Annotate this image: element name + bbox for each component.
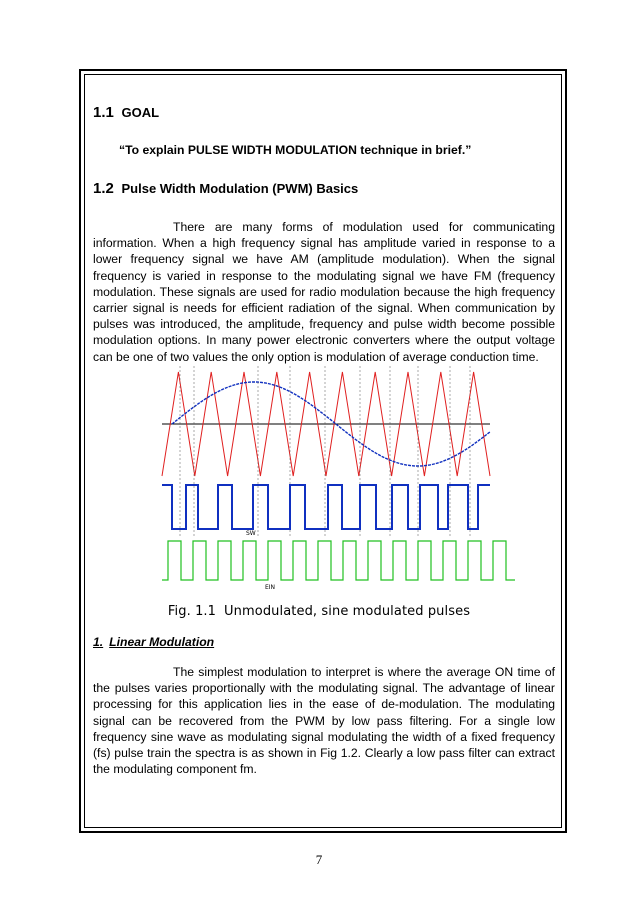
- trace-label-sw: SW: [246, 530, 256, 537]
- section-number: 1.1: [93, 104, 114, 121]
- trace-label-ein: EIN: [265, 584, 276, 591]
- pwm-waveform-figure: [150, 362, 520, 592]
- section-number: 1.2: [93, 180, 114, 197]
- figure-caption: [0, 604, 638, 619]
- figure-caption-text: Unmodulated, sine modulated pulses: [224, 604, 471, 619]
- subsection-number: 1.: [93, 635, 104, 649]
- section-heading-pwm: [93, 180, 555, 197]
- page-number: 7: [315, 852, 323, 867]
- unmodulated-pulse-trace: [162, 541, 515, 580]
- subsection-title: Linear Modulation: [109, 635, 215, 649]
- figure-label: Fig. 1.1: [167, 604, 217, 619]
- pwm-output-trace: [162, 485, 490, 529]
- section-title: GOAL: [121, 105, 160, 120]
- linear-modulation-paragraph: The simplest modulation to interpret is where the average ON time of the pulses varies proportionally with the modulating signal. The advantage of linear processing for this application lies in the ease of de-modulation. The modulating signal can be recovered from the PWM by low pass filtering. For a single low frequency sine wave as modulating signal modulating the width of a fixed frequency (fs) pulse train the spectra is as shown in Fig 1.2. Clearly a low pass filter can extract the modulating component fm.: [93, 665, 555, 777]
- subsection-heading-linear: [93, 635, 214, 649]
- section-title: Pulse Width Modulation (PWM) Basics: [121, 181, 359, 196]
- pwm-basics-paragraph: There are many forms of modulation used for communicating information. When a high frequency signal has amplitude varied in response to a lower frequency signal we have AM (amplitude modulation). When the signal frequency is varied in response to the modulating signal we have FM (frequency modulation. These signals are used for radio modulation because the high frequency carrier signal is needs for efficient radiation of the signal. When communication by pulses was introduced, the amplitude, frequency and pulse width become possible modulation options. In many power electronic converters where the output voltage can be one of two values the only option is modulation of average conduction time.: [93, 220, 555, 364]
- goal-statement: “To explain PULSE WIDTH MODULATION technique in brief.”: [119, 143, 472, 157]
- main-content: [93, 104, 555, 365]
- section-heading-goal: [93, 104, 555, 121]
